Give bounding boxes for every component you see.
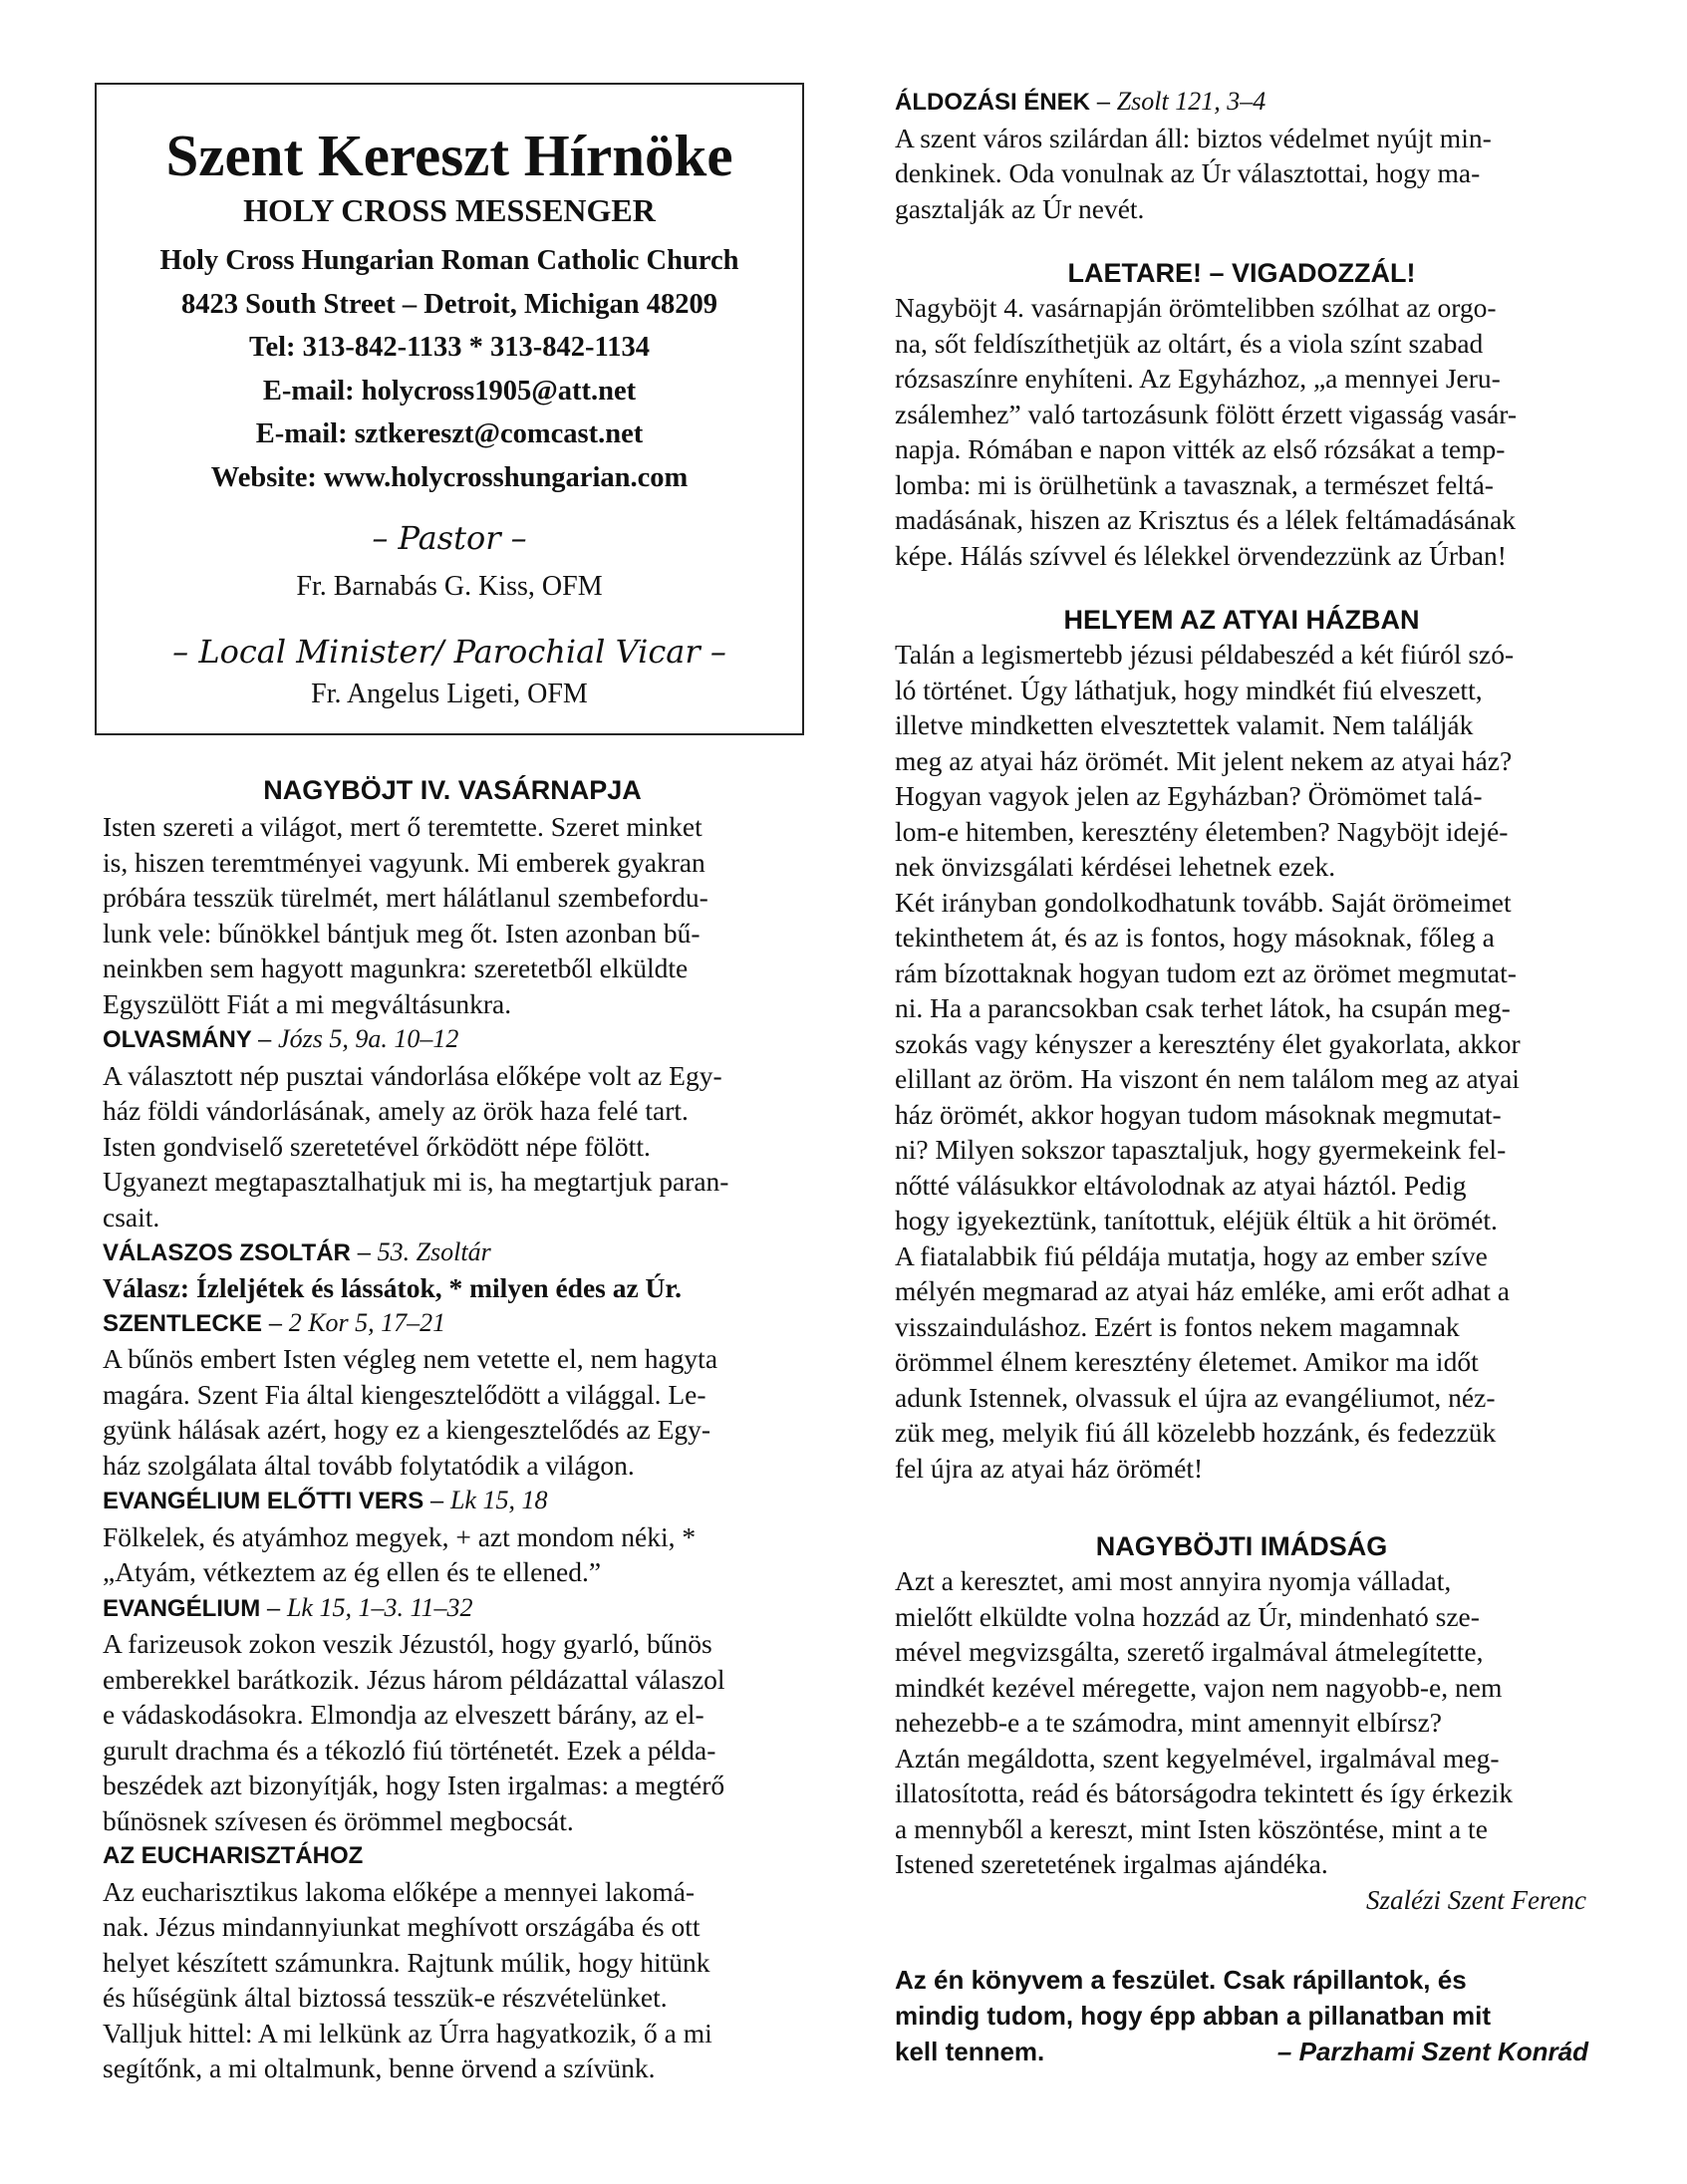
prayer-heading: NAGYBÖJTI IMÁDSÁG — [1095, 1531, 1388, 1561]
gospel-text — [103, 1626, 802, 1838]
psalm-ref: 53. Zsoltár — [377, 1237, 491, 1266]
reading1-label-line: OLVASMÁNY – Józs 5, 9a. 10–12 — [103, 1024, 459, 1053]
verse-ref: Lk 15, 18 — [449, 1486, 548, 1514]
text-line: csait. — [103, 1201, 160, 1232]
quote-line: mindig tudom, hogy épp abban a pillanatban mit — [895, 2000, 1492, 2031]
text-line: Valljuk hittel: A mi lelkünk az Úrra hagyatkozik, ő a mi — [103, 2017, 712, 2048]
psalm-response: Válasz: Ízleljétek és lássátok, * milyen édes az Úr. — [103, 1271, 682, 1303]
text-line: Talán a legismertebb jézusi példabeszéd a két fiúról szó- — [895, 639, 1515, 670]
text-line: A szent város szilárdan áll: biztos védelmet nyújt min- — [895, 122, 1492, 153]
quote-end: kell tennem. — [895, 2036, 1045, 2066]
reading1-text — [103, 1058, 802, 1235]
text-line: mélyén megmarad az atyai ház emléke, ami erőt adhat a — [895, 1275, 1510, 1306]
text-line: mielőtt elküldte volna hozzád az Úr, mindenható sze- — [895, 1600, 1480, 1632]
text-line: A bűnös embert Isten végleg nem vetette el, nem hagyta — [103, 1343, 718, 1374]
text-line: illetve mindketten elvesztettek valamit. Nem találják — [895, 709, 1474, 740]
text-line: szokás vagy kényszer a keresztény élet gyakorlata, akkor — [895, 1027, 1521, 1059]
text-line: Hogyan vagyok jelen az Egyházban? Örömömet talá- — [895, 780, 1483, 811]
quote-line: Az én könyvem a feszület. Csak rápillantok, és — [895, 1964, 1467, 1995]
gospel-ref: Lk 15, 1–3. 11–32 — [286, 1592, 473, 1622]
text-line: e vádaskodásokra. Elmondja az elveszett bárány, az el- — [103, 1699, 704, 1730]
text-line: rám bízottaknak hogyan tudom ezt az örömet megmutat- — [895, 956, 1517, 988]
text-line: A farizeusok zokon veszik Jézustól, hogy gyarló, bűnös — [103, 1628, 712, 1659]
text-line: Aztán megáldotta, szent kegyelmével, irgalmával meg- — [895, 1742, 1500, 1774]
prayer-text — [895, 1563, 1588, 1882]
text-line: ház örömét, akkor hogyan tudom másoknak megmutat- — [895, 1098, 1502, 1130]
reading2-ref: 2 Kor 5, 17–21 — [288, 1307, 446, 1337]
right-column — [895, 84, 1588, 2069]
text-line: ház szolgálata által tovább folytatódik a világon. — [103, 1449, 635, 1481]
church-website: Website: www.holycrosshungarian.com — [210, 461, 689, 493]
text-line: ni. Ha a parancsokban csak terhet látok, ha csupán meg- — [895, 992, 1511, 1023]
text-line: zük meg, melyik fiú áll közelebb hozzánk, és fedezzük — [895, 1417, 1497, 1448]
text-line: nőtté válásukkor eltávolodnak az atyai háztól. Pedig — [895, 1169, 1467, 1201]
text-line: ni? Milyen sokszor tapasztaljuk, hogy gyermekeink fel- — [895, 1134, 1507, 1165]
text-line: neinkben sem hagyott magunkra: szeretetből elküldte — [103, 953, 689, 983]
psalm-label-line: VÁLASZOS ZSOLTÁR – 53. Zsoltár — [103, 1237, 491, 1266]
reading2-label: SZENTLECKE — [103, 1309, 263, 1337]
text-line: lom-e hitemben, keresztény életemben? Nagyböjt idejé- — [895, 815, 1509, 847]
masthead-box — [95, 83, 804, 735]
church-address: 8423 South Street – Detroit, Michigan 48209 — [180, 288, 718, 320]
helyem-text — [895, 637, 1588, 1486]
communion-label: ÁLDOZÁSI ÉNEK — [895, 89, 1091, 116]
text-line: Istened szeretetének irgalmas ajándéka. — [895, 1848, 1328, 1879]
text-line: gurult drachma és a tékozló fiú történetét. Ezek a példa- — [103, 1734, 716, 1766]
text-line: Isten szereti a világot, mert ő teremtette. Szeret minket — [103, 811, 703, 842]
text-line: bűnösnek szívesen és örömmel megbocsát. — [103, 1804, 574, 1836]
text-line: segítőnk, a mi oltalmunk, benne örvend a szívünk. — [103, 2052, 656, 2083]
text-line: meg az atyai ház örömét. Mit jelent nekem az atyai ház? — [895, 744, 1513, 776]
laetare-heading: LAETARE! – VIGADOZZÁL! — [1067, 258, 1416, 288]
newsletter-title: Szent Kereszt Hírnöke — [165, 123, 733, 188]
communion-label-line: ÁLDOZÁSI ÉNEK – Zsolt 121, 3–4 — [895, 87, 1266, 116]
eucharist-label: AZ EUCHARISZTÁHOZ — [103, 1842, 364, 1869]
psalm-label: VÁLASZOS ZSOLTÁR — [103, 1239, 351, 1266]
text-line: „Atyám, vétkeztem az ég ellen és te ellened.” — [103, 1556, 602, 1587]
text-line: denkinek. Oda vonulnak az Úr választottai, hogy ma- — [895, 157, 1481, 188]
text-line: elillant az öröm. Ha viszont én nem találom meg az atyai — [895, 1063, 1520, 1094]
verse-text — [103, 1519, 802, 1590]
text-line: gyünk hálásak azért, hogy ez a kiengesztelődés az Egy- — [103, 1414, 711, 1445]
text-line: zsálemhez” való tartozásunk fölött érzett vigasság vasár- — [895, 398, 1518, 429]
text-line: na, sőt feldíszíthetjük az oltárt, és a viola színt szabad — [895, 327, 1484, 359]
text-line: és hűségünk által biztossá tesszük-e részvételünket. — [103, 1982, 668, 2013]
text-line: Egyszülött Fiát a mi megváltásunkra. — [103, 987, 512, 1019]
text-line: madásának, hiszen az Krisztus és a lélek feltámadásának — [895, 504, 1517, 535]
text-line: Fölkelek, és atyámhoz megyek, + azt mondom néki, * — [103, 1520, 697, 1552]
quote-last-line — [895, 2034, 1588, 2069]
text-line: A választott nép pusztai vándorlása előképe volt az Egy- — [103, 1059, 722, 1091]
text-line: ló történet. Úgy láthatjuk, hogy mindkét fiú elveszett, — [895, 674, 1483, 705]
text-line: mével megvizsgálta, szerető irgalmával átmelegítette, — [895, 1636, 1484, 1667]
sunday-heading: NAGYBÖJT IV. VASÁRNAPJA — [263, 775, 642, 805]
pastor-name: Fr. Barnabás G. Kiss, OFM — [296, 571, 603, 602]
text-line: fel újra az atyai ház örömét! — [895, 1452, 1204, 1484]
text-line: illatosította, reád és bátorságodra tekintett és így érkezik — [895, 1777, 1514, 1808]
eucharist-text — [103, 1874, 802, 2086]
intro-text — [103, 809, 802, 1021]
vicar-name: Fr. Angelus Ligeti, OFM — [311, 679, 588, 709]
text-line: rózsaszínre enyhíteni. Az Egyházhoz, „a mennyei Jeru- — [895, 363, 1501, 394]
church-email-1: E-mail: holycross1905@att.net — [262, 375, 637, 407]
text-line: visszainduláshoz. Ezért is fontos nekem magamnak — [895, 1310, 1460, 1342]
text-line: is, hiszen teremtményei vagyunk. Mi emberek gyakran — [103, 846, 705, 878]
text-line: Ugyanezt megtapasztalhatjuk mi is, ha megtartjuk paran- — [103, 1166, 729, 1197]
text-line: napja. Rómában e napon vitték az első rózsákat a temp- — [895, 433, 1506, 464]
text-line: magára. Szent Fia által kiengesztelődött a világgal. Le- — [103, 1378, 706, 1410]
reading2-label-line: SZENTLECKE – 2 Kor 5, 17–21 — [103, 1307, 446, 1337]
gospel-label: EVANGÉLIUM — [103, 1594, 261, 1622]
reading1-ref: Józs 5, 9a. 10–12 — [278, 1024, 459, 1053]
text-line: emberekkel barátkozik. Jézus három példázattal válaszol — [103, 1663, 725, 1695]
text-line: nak. Jézus mindannyiunkat meghívott országába és ott — [103, 1911, 701, 1942]
gospel-label-line: EVANGÉLIUM – Lk 15, 1–3. 11–32 — [103, 1592, 473, 1622]
verse-label-line: EVANGÉLIUM ELŐTTI VERS – Lk 15, 18 — [103, 1486, 548, 1514]
text-line: próbára tesszük türelmét, mert hálátlanul szembefordu- — [103, 882, 708, 913]
text-line: Két irányban gondolkodhatunk tovább. Saját örömeimet — [895, 886, 1512, 918]
reading1-label: OLVASMÁNY — [103, 1026, 252, 1053]
text-line: gasztalják az Úr nevét. — [895, 192, 1145, 224]
prayer-author: Szalézi Szent Ferenc — [1366, 1884, 1586, 1915]
text-line: a mennyből a kereszt, mint Isten köszöntése, mint a te — [895, 1812, 1488, 1844]
text-line: beszédek azt bizonyítják, hogy Isten irgalmas: a megtérő — [103, 1770, 725, 1800]
text-line: Azt a keresztet, ami most annyira nyomja válladat, — [895, 1565, 1452, 1596]
text-line: ház földi vándorlásának, amely az örök haza felé tart. — [103, 1095, 689, 1126]
text-line: tekinthetem át, és az is fontos, hogy másoknak, főleg a — [895, 922, 1495, 953]
vicar-label: – Local Minister/ Parochial Vicar – — [172, 633, 726, 671]
text-line: Az eucharisztikus lakoma előképe a mennyei lakomá- — [103, 1875, 696, 1907]
helyem-heading: HELYEM AZ ATYAI HÁZBAN — [1063, 605, 1420, 635]
text-line: lunk vele: bűnökkel bántjuk meg őt. Isten azonban bű- — [103, 917, 701, 949]
closing-quote — [895, 1962, 1588, 2069]
text-line: adunk Istennek, olvassuk el újra az evangéliumot, néz- — [895, 1381, 1496, 1413]
text-line: lomba: mi is örülhetünk a tavasznak, a természet feltá- — [895, 468, 1494, 500]
text-line: örömmel élnem keresztény életemet. Amikor ma időt — [895, 1346, 1479, 1377]
church-email-2: E-mail: sztkereszt@comcast.net — [255, 418, 644, 449]
text-line: nek önvizsgálati kérdései lehetnek ezek. — [895, 851, 1336, 882]
church-name: Holy Cross Hungarian Roman Catholic Church — [159, 245, 739, 276]
text-line: Nagyböjt 4. vasárnapján örömtelibben szólhat az orgo- — [895, 292, 1497, 323]
newsletter-subtitle: HOLY CROSS MESSENGER — [243, 192, 656, 228]
left-column — [103, 773, 802, 2086]
church-phone: Tel: 313-842-1133 * 313-842-1134 — [249, 332, 650, 363]
text-line: mindkét kezével méregette, vajon nem nagyobb-e, nem — [895, 1671, 1503, 1703]
laetare-text — [895, 290, 1588, 573]
verse-label: EVANGÉLIUM ELŐTTI VERS — [103, 1488, 424, 1514]
communion-text — [895, 121, 1588, 227]
text-line: Isten gondviselő szeretetével őrködött népe fölött. — [103, 1130, 651, 1162]
text-line: nehezebb-e a te számodra, mint amennyit elbírsz? — [895, 1707, 1442, 1738]
text-line: képe. Hálás szívvel és lélekkel örvendezzünk az Úrban! — [895, 539, 1507, 571]
reading2-text — [103, 1341, 802, 1483]
text-line: A fiatalabbik fiú példája mutatja, hogy az ember szíve — [895, 1239, 1488, 1271]
quote-author: – Parzhami Szent Konrád — [1276, 2036, 1588, 2066]
communion-ref: Zsolt 121, 3–4 — [1116, 87, 1266, 116]
pastor-label: – Pastor – — [372, 519, 527, 557]
text-line: hogy igyekeztünk, tanítottuk, eléjük éltük a hit örömét. — [895, 1205, 1498, 1235]
text-line: helyet készített számunkra. Rajtunk múlik, hogy hitünk — [103, 1946, 710, 1978]
